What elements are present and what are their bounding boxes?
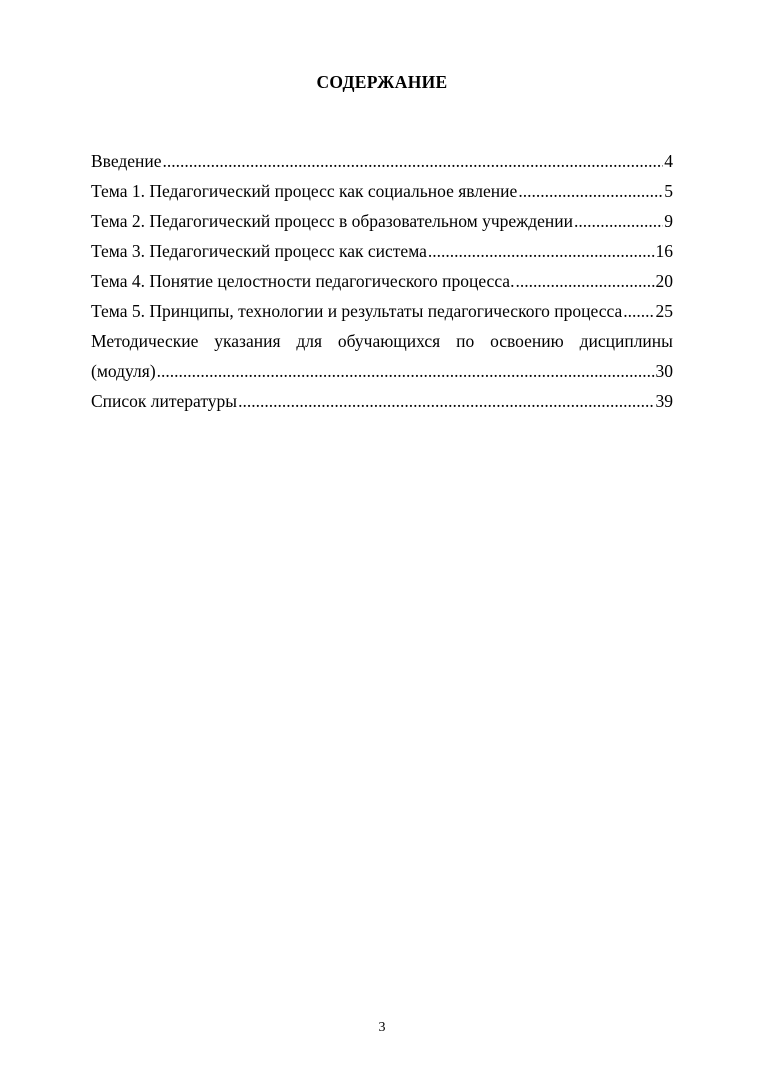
toc-leader-dots: [518, 176, 663, 206]
toc-entry-page: 4: [664, 151, 673, 171]
toc-word: указания: [214, 331, 281, 351]
toc-word: обучающихся: [337, 331, 441, 351]
toc-entry-page: 39: [655, 391, 673, 411]
toc-word: дисциплины: [579, 331, 673, 351]
toc-entry-label: (модуля): [91, 361, 156, 381]
toc-leader-dots: [428, 236, 655, 266]
toc-word: для: [296, 331, 323, 351]
toc-word: по: [456, 331, 475, 351]
toc-entry-label: Тема 2. Педагогический процесс в образовательном учреждении: [91, 211, 573, 231]
toc-entry-topic-2[interactable]: [91, 206, 673, 236]
toc-entry-label: Тема 3. Педагогический процесс как система: [91, 241, 427, 261]
toc-entry-label: Список литературы: [91, 391, 238, 411]
toc-entry-topic-5[interactable]: [91, 296, 673, 326]
toc-entry-label: Тема 1. Педагогический процесс как социальное явление: [91, 181, 518, 201]
toc-entry-label-line-2: [91, 356, 673, 386]
page-title: СОДЕРЖАНИЕ: [316, 72, 448, 92]
toc-entry-page: 5: [664, 181, 673, 201]
toc-entry-page: 16: [655, 241, 673, 261]
toc-entry-topic-1[interactable]: [91, 176, 673, 206]
toc-leader-dots: [157, 356, 655, 386]
toc-entry-page: 25: [655, 301, 673, 321]
toc-entry-page: 20: [655, 271, 673, 291]
toc-leader-dots: [623, 296, 654, 326]
toc-leader-dots: [163, 146, 664, 176]
toc-entry-topic-4[interactable]: [91, 266, 673, 296]
toc-entry-label: Тема 4. Понятие целостности педагогического процесса.: [91, 271, 515, 291]
toc-entry-label-line-1: [91, 326, 673, 356]
page-number: 3: [378, 1020, 386, 1035]
toc-entry-references[interactable]: [91, 386, 673, 416]
toc-entry-page: 30: [655, 361, 673, 381]
toc-entry-label: Тема 5. Принципы, технологии и результаты педагогического процесса: [91, 301, 623, 321]
toc-entry-page: 9: [664, 211, 673, 231]
toc-word: Методические: [91, 331, 199, 351]
toc-entry-methodical-guidelines[interactable]: [91, 326, 673, 386]
toc-word: освоению: [490, 331, 564, 351]
table-of-contents: [91, 146, 673, 416]
toc-leader-dots: [515, 266, 654, 296]
toc-leader-dots: [574, 206, 663, 236]
toc-entry-label: Введение: [91, 151, 162, 171]
toc-leader-dots: [238, 386, 654, 416]
toc-entry-topic-3[interactable]: [91, 236, 673, 266]
toc-entry-introduction[interactable]: [91, 146, 673, 176]
